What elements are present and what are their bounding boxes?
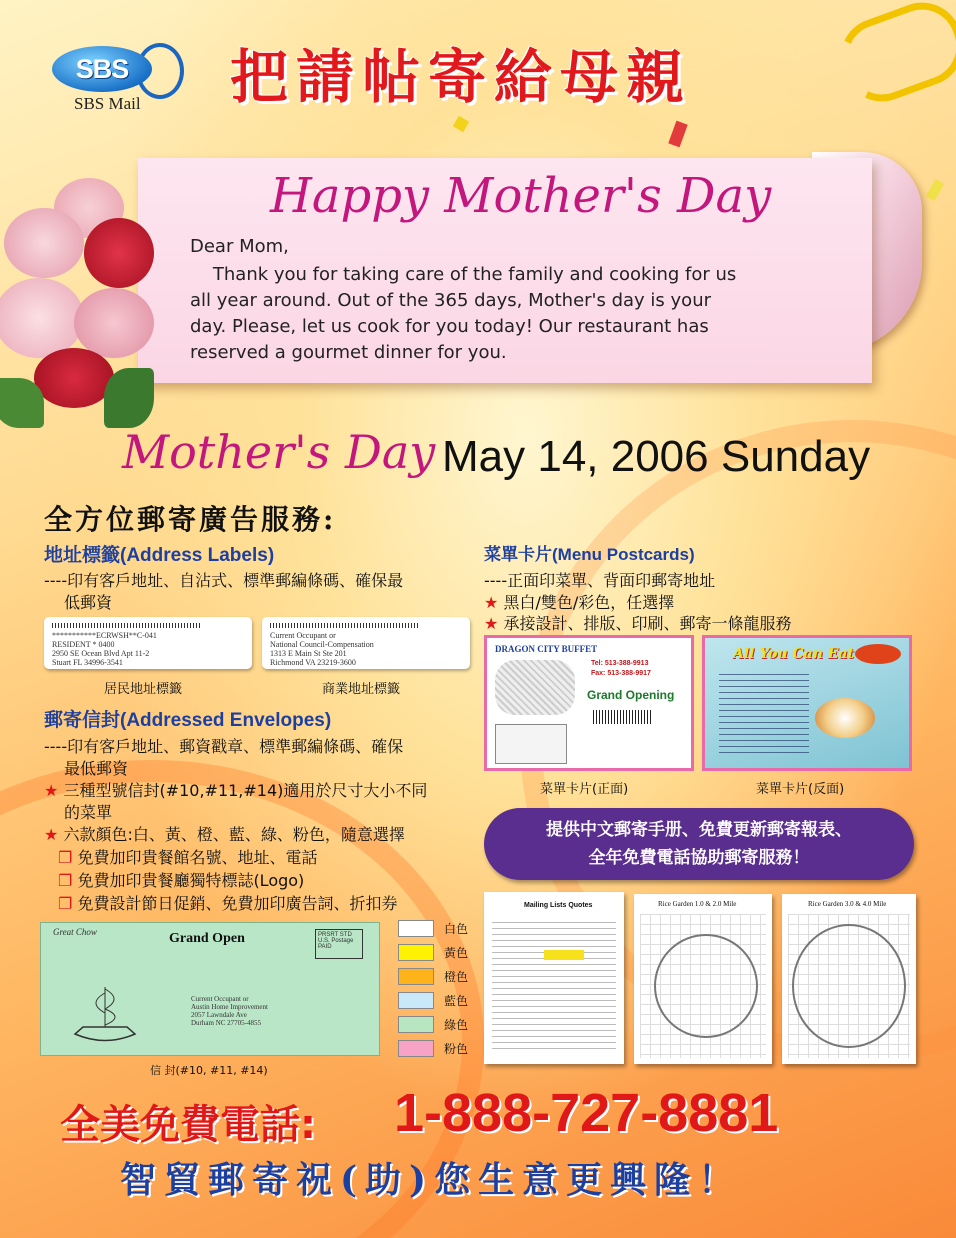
envelope-address-line: 2057 Lawndale Ave [191,1011,247,1019]
confetti [668,121,687,148]
swatch-label: 藍色 [444,994,469,1008]
option-text: 免費設計節日促銷、免費加印廣告詞、折扣券 [77,894,398,913]
checkbox-icon: ❐ [58,894,78,913]
barcode [52,623,202,628]
envelopes-text: ----印有客戶地址、郵資戳章、標準郵編條碼、確保 [44,737,404,756]
label-line: 1313 E Main St Ste 201 [270,649,347,658]
map-doc-2 [782,894,916,1064]
address-labels-heading: 地址標籤(Address Labels) [44,545,275,566]
address-labels-text: 低郵資 [64,593,113,612]
envelope-address-line: Durham NC 27705-4855 [191,1019,261,1027]
star-icon: ★ [484,593,504,612]
label-line: ***********ECRWSH**C-041 [52,631,157,640]
toll-free-label: 全美免費電話: [60,1102,316,1148]
label-line: National Council-Compensation [270,640,374,649]
option-text: 免費加印貴餐館名號、地址、電話 [77,848,318,867]
map-thumbnail [495,724,567,764]
postcard-back [702,635,912,771]
swatch-orange [398,968,434,985]
main-title: 把請帖寄給母親 [230,43,693,111]
label-line: 2950 SE Ocean Blvd Apt 11-2 [52,649,150,658]
postcard-front-name: DRAGON CITY BUFFET [495,644,598,654]
services-banner [484,808,914,880]
star-icon: ★ [44,825,64,844]
checkbox-icon: ❐ [58,848,78,867]
swatch-label: 綠色 [444,1018,469,1032]
dragon-illustration [495,660,575,715]
postcards-heading: 菜單卡片(Menu Postcards) [484,545,695,564]
label-line: RESIDENT * 0400 [52,640,115,649]
radius-circle [792,924,906,1048]
food-plate-image [815,698,875,738]
swatch-white [398,920,434,937]
envelope-title: Grand Open [169,931,245,946]
promo-badge [855,644,901,664]
swatch-label: 白色 [444,922,469,936]
card-body [190,262,810,366]
business-label-caption: 商業地址標籤 [322,682,401,697]
envelopes-bullet-cont: 的菜單 [64,803,113,822]
swatch-label: 粉色 [444,1042,469,1056]
services-title: 全方位郵寄廣告服務: [44,503,337,536]
postcards-bullet [484,611,791,634]
postage-stamp: PRSRT STD U.S. Postage PAID [315,929,363,959]
resident-label-sample [44,617,252,669]
card-body-line: all year around. Out of the 365 days, Mother's day is your [190,290,711,311]
swatch-label: 黃色 [444,946,469,960]
resident-label-caption: 居民地址標籤 [104,682,183,697]
postcard-front-promo: Grand Opening [587,688,675,702]
postcard-front [484,635,694,771]
bullet-text: 承接設計、排版、印刷、郵寄一條龍服務 [503,614,792,633]
option-text: 免費加印貴餐廳獨特標誌(Logo) [77,871,305,890]
card-body-line: Thank you for taking care of the family and cooking for us [190,264,737,285]
envelope-sample [40,922,380,1056]
postcards-bullet [484,590,674,613]
map-title: Rice Garden 3.0 & 4.0 Mile [808,900,887,908]
swatch-yellow [398,944,434,961]
banner-line: 提供中文郵寄手册、免費更新郵寄報表、 [546,820,852,840]
postcard-back-caption: 菜單卡片(反面) [756,782,845,797]
map-title: Rice Garden 1.0 & 2.0 Mile [658,900,737,908]
barcode [593,710,653,724]
label-line: Current Occupant or [270,631,336,640]
radius-circle [654,934,758,1038]
envelope-address [191,995,268,1027]
event-date: May 14, 2006 Sunday [442,432,871,481]
envelope-brand: Great Chow [53,927,97,937]
phone-number: 1-888-727-8881 [394,1083,779,1143]
envelopes-heading: 郵寄信封(Addressed Envelopes) [44,710,332,731]
envelope-address-line: Current Occupant or [191,995,249,1003]
postcard-front-fax: Fax: 513-388-9917 [591,670,651,677]
ribbon-decoration [829,0,956,113]
doc-title: Mailing Lists Quotes [524,902,593,909]
card-body-line: day. Please, let us cook for you today! Our restaurant has [190,316,709,337]
banner-line: 全年免費電話協助郵寄服務！ [588,848,810,868]
star-icon: ★ [44,781,64,800]
menu-text-block [719,674,809,754]
swatch-label: 橙色 [444,970,469,984]
swatch-green [398,1016,434,1033]
postcard-back-title: All You Can Eat [733,646,855,662]
logo-caption: SBS Mail [74,94,141,113]
star-icon: ★ [484,614,504,633]
label-line: Richmond VA 23219-3600 [270,658,356,667]
bullet-text: 黑白/雙色/彩色，任選擇 [503,593,675,612]
card-greeting: Dear Mom, [190,236,289,257]
confetti [926,179,945,201]
envelopes-option [58,845,317,868]
business-label-sample [262,617,470,669]
bullet-text: 六款顏色:白、黃、橙、藍、綠、粉色，隨意選擇 [63,825,405,844]
bullet-text: 三種型號信封(#10,#11,#14)適用於尺寸大小不同 [63,781,428,800]
slogan: 智貿郵寄祝(助)您生意更興隆！ [120,1159,743,1201]
swatch-pink [398,1040,434,1057]
envelopes-option [58,891,397,914]
envelopes-bullet [44,822,405,845]
envelope-caption: 信 封(#10, #11, #14) [150,1064,268,1077]
sailing-ship-icon [65,979,145,1049]
confetti [453,116,469,132]
doc-table [492,922,616,1052]
swatch-blue [398,992,434,1009]
postcards-text: ----正面印菜單、背面印郵寄地址 [484,571,716,590]
address-labels-text: ----印有客戶地址、自沾式、標準郵編條碼、確保最 [44,571,404,590]
postcard-front-caption: 菜單卡片(正面) [540,782,629,797]
map-doc-1 [634,894,772,1064]
envelopes-bullet [44,778,427,801]
envelope-address-line: Austin Home Improvement [191,1003,268,1011]
postcard-front-tel: Tel: 513-388-9913 [591,660,649,667]
envelopes-option [58,868,304,891]
flower-bouquet-image [0,178,164,438]
sbs-logo [52,40,182,120]
mothers-day-script: Mother's Day [122,425,436,479]
mailing-list-quote-doc [484,892,624,1064]
label-line: Stuart FL 34996-3541 [52,658,123,667]
card-title: Happy Mother's Day [270,168,772,224]
barcode [270,623,420,628]
logo-mark: SBS [52,46,152,92]
card-body-line: reserved a gourmet dinner for you. [190,342,507,363]
doc-highlight [544,950,584,960]
checkbox-icon: ❐ [58,871,78,890]
envelopes-text: 最低郵資 [64,759,129,778]
